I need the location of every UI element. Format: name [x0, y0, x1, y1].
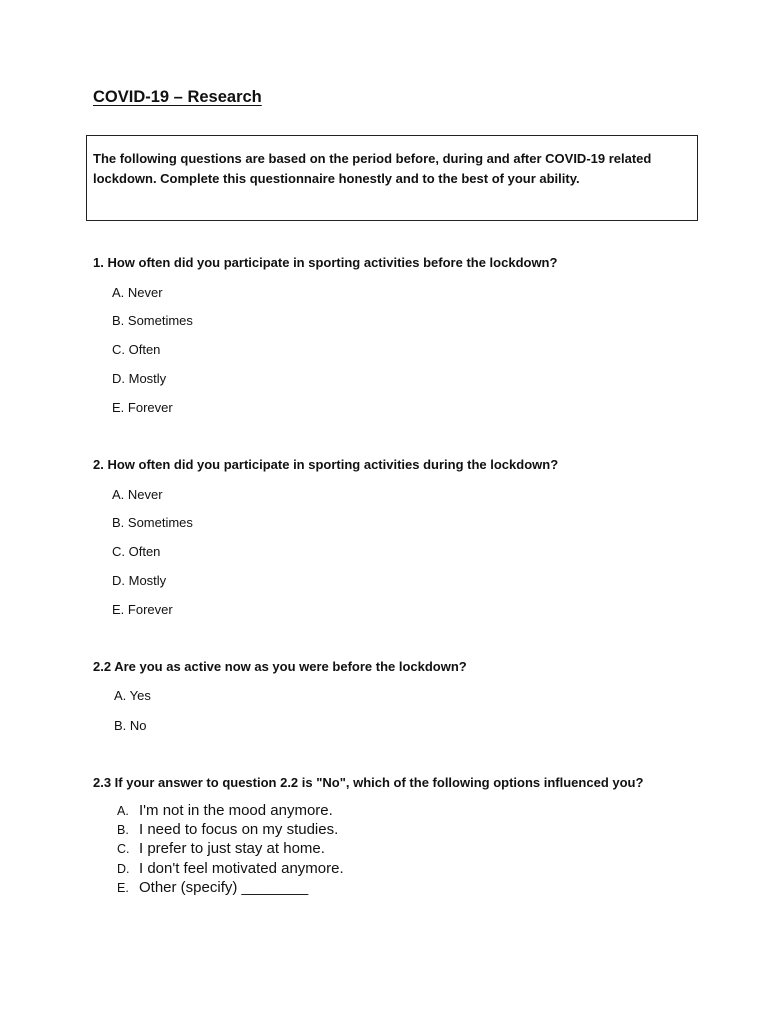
q23-option-letter: A.	[117, 804, 129, 818]
q23-option-letter: E.	[117, 881, 129, 895]
q1-option-b: B. Sometimes	[112, 313, 193, 328]
question-1: 1. How often did you participate in sporting activities before the lockdown?	[93, 255, 558, 270]
q1-option-e: E. Forever	[112, 400, 173, 415]
q23-option-e	[117, 879, 308, 896]
q22-option-b: B. No	[114, 718, 147, 733]
q1-option-c: C. Often	[112, 342, 161, 357]
q23-option-text: Other (specify) ________	[139, 879, 309, 896]
page-title: COVID-19 – Research	[93, 88, 262, 106]
q2-option-a: A. Never	[112, 487, 163, 502]
q2-option-e: E. Forever	[112, 602, 173, 617]
q2-option-b: B. Sometimes	[112, 515, 193, 530]
q23-option-letter: C.	[117, 842, 130, 856]
q23-option-letter: B.	[117, 823, 129, 837]
q23-option-letter: D.	[117, 862, 130, 876]
intro-box	[86, 135, 698, 221]
q2-option-c: C. Often	[112, 544, 161, 559]
q23-option-text: I prefer to just stay at home.	[139, 840, 325, 857]
question-2-3: 2.3 If your answer to question 2.2 is "No", which of the following options influenced you?	[93, 775, 644, 790]
q1-option-a: A. Never	[112, 285, 163, 300]
question-2: 2. How often did you participate in sporting activities during the lockdown?	[93, 457, 559, 472]
q23-option-text: I don't feel motivated anymore.	[139, 860, 344, 877]
q22-option-a: A. Yes	[114, 688, 151, 703]
q23-option-text: I'm not in the mood anymore.	[139, 802, 333, 819]
q23-option-c	[117, 840, 325, 857]
question-2-2: 2.2 Are you as active now as you were before the lockdown?	[93, 659, 467, 674]
q2-option-d: D. Mostly	[112, 573, 167, 588]
q23-option-b	[117, 821, 338, 838]
intro-text: The following questions are based on the period before, during and after COVID-19 related lockdown. Complete this questionnaire honestly and to the best of your ability.	[93, 151, 652, 186]
q1-option-d: D. Mostly	[112, 371, 167, 386]
q23-option-text: I need to focus on my studies.	[139, 821, 339, 838]
q23-option-d	[117, 860, 344, 877]
q23-option-a	[117, 802, 333, 819]
